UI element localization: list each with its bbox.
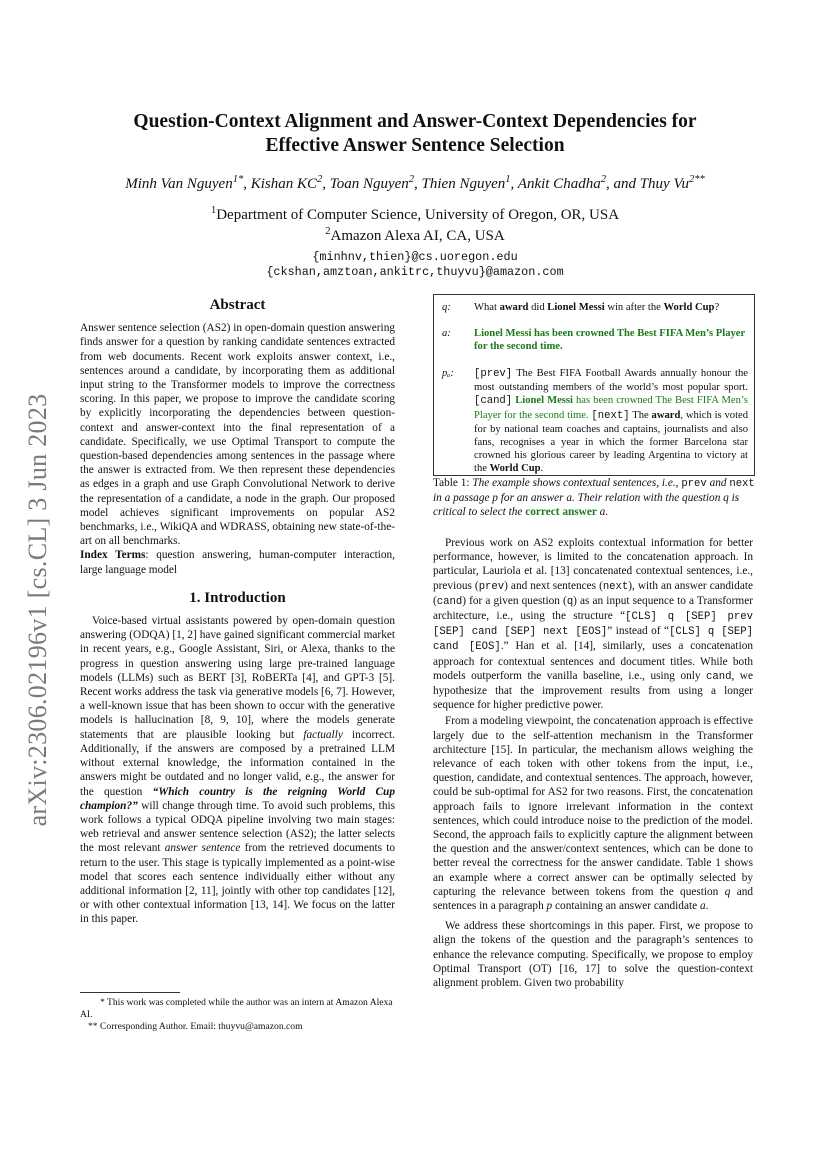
title-line-2: Effective Answer Sentence Selection	[265, 135, 565, 156]
arxiv-watermark: arXiv:2306.02196v1 [cs.CL] 3 Jun 2023	[23, 393, 52, 827]
footnote-1: * This work was completed while the author was an intern at Amazon Alexa AI.	[80, 997, 393, 1020]
email-line-2: {ckshan,amztoan,ankitrc,thuyvu}@amazon.com	[266, 265, 564, 279]
right-paragraph-2: From a modeling viewpoint, the concatenation approach is effective largely due to the self-attention mechanism in the Transformer architecture [15]. In particular, the mechanism allows weighing the relevance of each token with other tokens from the input, i.e., question, candidate, and contextual sentences. The approach, however, could be sub-optimal for AS2 for two reasons. First, the concatenation approach fails to ignore irrelevant information in the context sentences, which could introduce noise to the prediction of the model. Second, the approach fails to explicitly capture the alignment between the question and the answer/context sentences, which can be done to better reveal the correctness for the answer candidate. Table 1 shows an example where a correct answer can be optimally selected by capturing the relevance between tokens from the question q and sentences in a paragraph p containing an answer candidate a.	[433, 715, 754, 913]
affiliation-2: $^2$Amazon Alexa AI, CA, USA	[325, 226, 505, 244]
intro-heading: 1. Introduction	[189, 589, 286, 606]
right-paragraph-1: Previous work on AS2 exploits contextual information for better performance, however, is limited to the concatenation approach. In particular, Lauriola et al. [13] concatenated contextual sentences, i.e., previous (prev) and next sentences (next), with an answer candidate (cand) for a given question (q) as an input sequence to a Transformer architecture, i.e., using the structure “[CLS] q [SEP] prev [SEP] cand [SEP] next [EOS]” instead of “[CLS] q [SEP] cand [EOS].” Han et al. [14], similarly, uses a concatenation approach for contextual sentences and document titles. While both models outperform the vanilla baseline, i.e., using only cand, we hypothesize that the improvement results from using a longer sequence for higher predictive power.	[433, 537, 753, 712]
example-table-box: q: What award did Lionel Messi win after the World Cup? a: Lionel Messi has been crowned The Best FIFA Men’s Player for the second time. pₐ: [prev] The Best FIFA Football Awards annually honour the most outstanding members of the world’s most popular sport. [cand] Lionel Messi has been crowned The Best FIFA Men’s Player for the second time. [next] The award, which is voted for by national team coaches and captains, journalists and also fans, recognises a year in which the former Barcelona star crowned his glorious career by leading Argentina to victory at the World Cup.	[433, 294, 755, 476]
left-column	[80, 298, 395, 927]
author-list: Minh Van Nguyen$^{1*}$, Kishan $KC^2$, Toan Nguyen$^2$, Thien Nguyen$^1$, Ankit Chadha$^2$, and Thuy $Vu^{2**}$	[125, 174, 705, 192]
affiliation-1: $^1$Department of Computer Science, University of Oregon, OR, USA	[210, 205, 620, 223]
footnote-2: ** Corresponding Author. Email: thuyvu@amazon.com	[88, 1021, 303, 1032]
right-paragraph-3: We address these shortcomings in this paper. First, we propose to align the tokens of the question and the paragraph’s sentences to enhance the relevance computing. Specifically, we propose to employ Optimal Transport (OT) [16, 17] to solve the question-context alignment problem. Given two probability	[433, 920, 753, 990]
footnote-rule	[80, 992, 180, 993]
right-column	[433, 536, 753, 990]
abstract-text: Answer sentence selection (AS2) in open-domain question answering finds answer for a question by ranking candidate sentences extracted from web documents. Recent work exploits answer context, i.e., sentences around a candidate, by incorporating them as additional input string to the Transformer models to improve the correctness scoring. In this paper, we propose to improve the candidate scoring by explicitly incorporating the dependencies between question-context and answer-context into the final representation of a candidate. Specifically, we use Optimal Transport to compute the question-based dependencies among sentences in the passage where the answer is extracted from. We then represent these dependencies as edges in a graph and use Graph Convolutional Network to derive the representation of a candidate, a node in the graph. Our proposed model achieves significant improvements on popular AS2 benchmarks, i.e., WikiQA and WDRASS, obtaining new state-of-the-art on all benchmarks.	[80, 322, 395, 548]
abstract-heading: Abstract	[209, 297, 266, 313]
table-caption: Table 1: The example shows contextual sentences, i.e., prev and next in a passage p for an answer a. Their relation with the question q is critical to select the correct answer a.	[433, 477, 755, 519]
email-line-1: {minhnv,thien}@cs.uoregon.edu	[312, 250, 518, 264]
title-line-1: Question-Context Alignment and Answer-Context Dependencies for	[133, 111, 697, 132]
intro-paragraph: Voice-based virtual assistants powered by open-domain question answering (ODQA) [1, 2] have gained significant commercial market in recent years, e.g., Google Assistant, Siri, or Alexa, thanks to the progress in question answering using large pre-trained language models (LLMs) such as BERT [3], RoBERTa [4], and GPT-3 [5]. Recent works address the task via generative models [6, 7]. However, a well-known issue that has been shown to occur with the generative models is hallucination [8, 9, 10], where the models generate statements that are plausible looking but factually incorrect. Additionally, if the answers are composed by a pretrained LLM without external knowledge, the information contained in the answers might be outdated and no longer valid, e.g., the answer for the question “Which country is the reigning World Cup champion?” will change through time. To avoid such problems, this work follows a typical ODQA pipeline involving two main stages: web retrieval and answer sentence selection (AS2); the latter selects the most relevant answer sentence from the retrieved documents to return to the user. This stage is typically implemented as a point-wise model that scores each sentence individually either without any additional information [2, 11], jointly with other top candidates [12], or with other contextual information [13, 14]. We focus on the latter in this paper.	[80, 615, 395, 926]
index-terms: Index Terms: question answering, human-computer interaction, large language model	[80, 549, 395, 576]
paper-title	[80, 110, 750, 158]
